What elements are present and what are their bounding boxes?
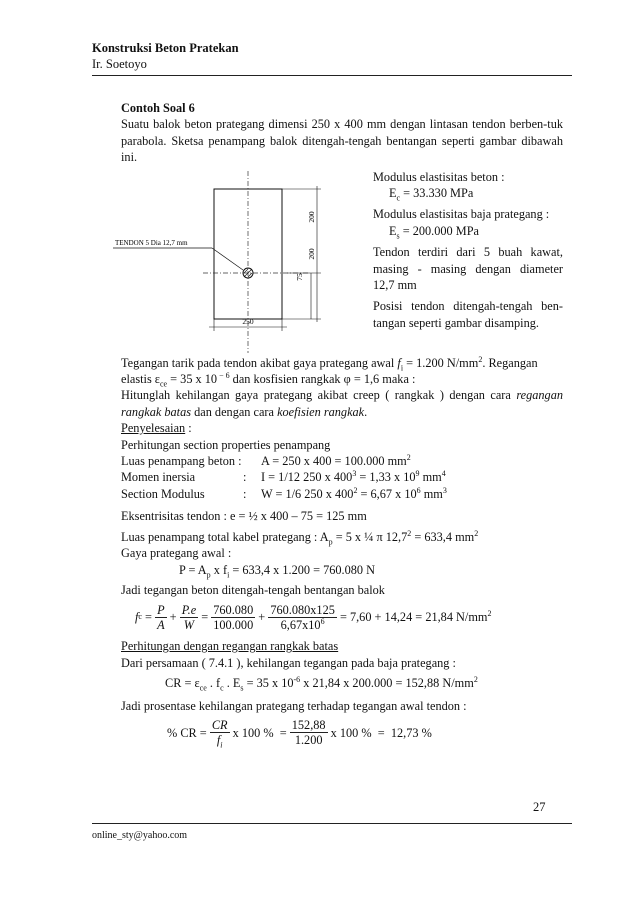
percentage-equation: % CR = $\frac{CR}{f_i}$ x 100 % = $\frac{152,88}{1.200}$ x 100 % = 12,73 %: [167, 718, 432, 750]
footer-divider: [92, 823, 572, 824]
author: Ir. Soetoyo: [92, 57, 147, 71]
creep-loss-line: CR = $\varepsilon_{ce}$ . $f_c$ . $E_s = 35$ x $10^{-6}$ x 21,84 x 200.000 = 152,88 $N/mm^2$: [165, 675, 478, 693]
eccentricity-line: Eksentrisitas tendon : e = ½ x 400 – 75 = 125 mm: [121, 509, 367, 524]
modulus-row: Section Modulus : W = 1/6 250 x $400^2 = 6,67$ x $10^6$ $mm^3$: [121, 485, 447, 501]
page-body: [115, 100, 563, 752]
tendon-label: TENDON 5 Dia 12,7 mm: [115, 238, 188, 247]
position-description: Posisi tendon ditengah-tengah ben-tangan seperti gambar disamping.: [373, 299, 563, 330]
es-value: $E_s = 200.000$ MPa: [389, 223, 479, 241]
stress-label: Jadi tegangan beton ditengah-tengah bentangan balok: [121, 582, 385, 597]
tendon-description: Tendon terdiri dari 5 buah kawat, masing - masing dengan diameter 12,7 mm: [373, 245, 563, 293]
page-number: 27: [533, 800, 546, 814]
solution-heading: Penyelesaian: [121, 421, 186, 436]
dim-ecc-label: 75: [295, 272, 304, 281]
force-label: Gaya prategang awal :: [121, 546, 232, 561]
example-title: Contoh Soal 6: [121, 101, 195, 115]
header-divider: [92, 75, 572, 76]
figure-area: [115, 169, 563, 355]
creep-strain-heading: Perhitungan dengan regangan rangkak batas: [121, 639, 339, 654]
problem-statement: Tegangan tarik pada tendon akibat gaya prategang awal $f_i = 1.200$ $N/mm^2$. Regangan elastis $\varepsilon_{ce} = 35$ x 10 $^{- 6}$ dan kosfisien rangkak φ = 1,6 maka : Hitunglah kehilangan gaya prategang akibat creep ( rangkak ) dengan cara regangan rangkak batas dan dengan cara koefisien rangkak.: [121, 354, 563, 419]
dim-bottom-label: 200: [307, 248, 316, 260]
ec-value: $E_c = 33.330$ MPa: [389, 186, 474, 203]
es-label: Modulus elastisitas baja prategang :: [373, 207, 550, 222]
material-specs: [373, 169, 563, 332]
area-row: Luas penampang beton : A = 250 x 400 = 100.000 $mm^2$: [121, 452, 411, 469]
stress-equation: f c = $\frac{P}{A}$ + $\frac{P.e}{W}$ = $\frac{760.080}{100.000}$ + $\frac{760.080x125}{6,67x10^6}$ = 7,60 + 14,24 = 21,84 $N/mm^2$: [135, 602, 492, 632]
percentage-label: Jadi prosentase kehilangan prategang terhadap tegangan awal tendon :: [121, 698, 467, 713]
footer-email: online_sty@yahoo.com: [92, 830, 188, 841]
inertia-row: Momen inersia : I = 1/12 250 x $400^3 = 1,33$ x $10^9$ $mm^4$: [121, 469, 446, 485]
beam-cross-section: [113, 169, 363, 355]
page-header: [92, 40, 239, 72]
dim-width-label: 250: [242, 316, 254, 326]
force-line: $P = A_p$ x $f_i = 633,4$ x 1.200 = 760.080 N: [179, 562, 376, 579]
dim-top-label: 200: [307, 211, 316, 223]
example-intro: Suatu balok beton prategang dimensi 250 x 400 mm dengan lintasan tendon berben-tuk parabola. Sketsa penampang balok ditengah-tengah bentangan seperti gambar dibawah ini.: [121, 117, 563, 165]
book-title: Konstruksi Beton Pratekan: [92, 41, 239, 55]
equation-reference: Dari persamaan ( 7.4.1 ), kehilangan tegangan pada baja prategang :: [121, 655, 456, 670]
ec-label: Modulus elastisitas beton :: [373, 169, 505, 184]
tendon-area-line: Luas penampang total kabel prategang : $A_p = 5$ x ¼ π $12,7^2 = 633,4$ $mm^2$: [121, 528, 479, 547]
section-props-heading: Perhitungan section properties penampang: [121, 437, 331, 452]
solution: Penyelesaian : Perhitungan section properties penampang Luas penampang beton : A = 250 x 400 = 100.000 $mm^2$ Momen inersia : I = 1/12 250 x $400^3 = 1,33$ x $10^9$ $mm^4$ Section Modulus : W = 1/6 250 x $400^2 = 6,67$ x $10^6$ $mm^3$ Eksentrisitas tendon : e = ½ x 400 – 75 = 125 mm Luas penampang total kabel prategang : $A_p = 5$ x ¼ π $12,7^2 = 633,4$ $mm^2$ Gaya prategang awal : $P = A_p$ x $f_i = 633,4$ x 1.200 = 760.080 N Jadi tegangan beton ditengah-tengah bentangan balok f c = $\frac{P}{A}$ + $\frac{P.e}{W}$ = $\frac{760.080}{100.000}$ + $\frac{760.080x125}{6,67x10^6}$ = 7,60 + 14,24 = 21,84 $N/mm^2$ Perhitungan dengan regangan rangkak batas Dari persamaan ( 7.4.1 ), kehilangan tegangan pada baja prategang : CR = $\varepsilon_{ce}$ . $f_c$ . $E_s = 35$ x $10^{-6}$ x 21,84 x 200.000 = 152,88 $N/mm^2$ Jadi prosentase kehilangan prategang terhadap tegangan awal tendon : % CR = $\frac{CR}{f_i}$ x 100 % = $\frac{152,88}{1.200}$ x 100 % = 12,73 %: [121, 420, 563, 752]
